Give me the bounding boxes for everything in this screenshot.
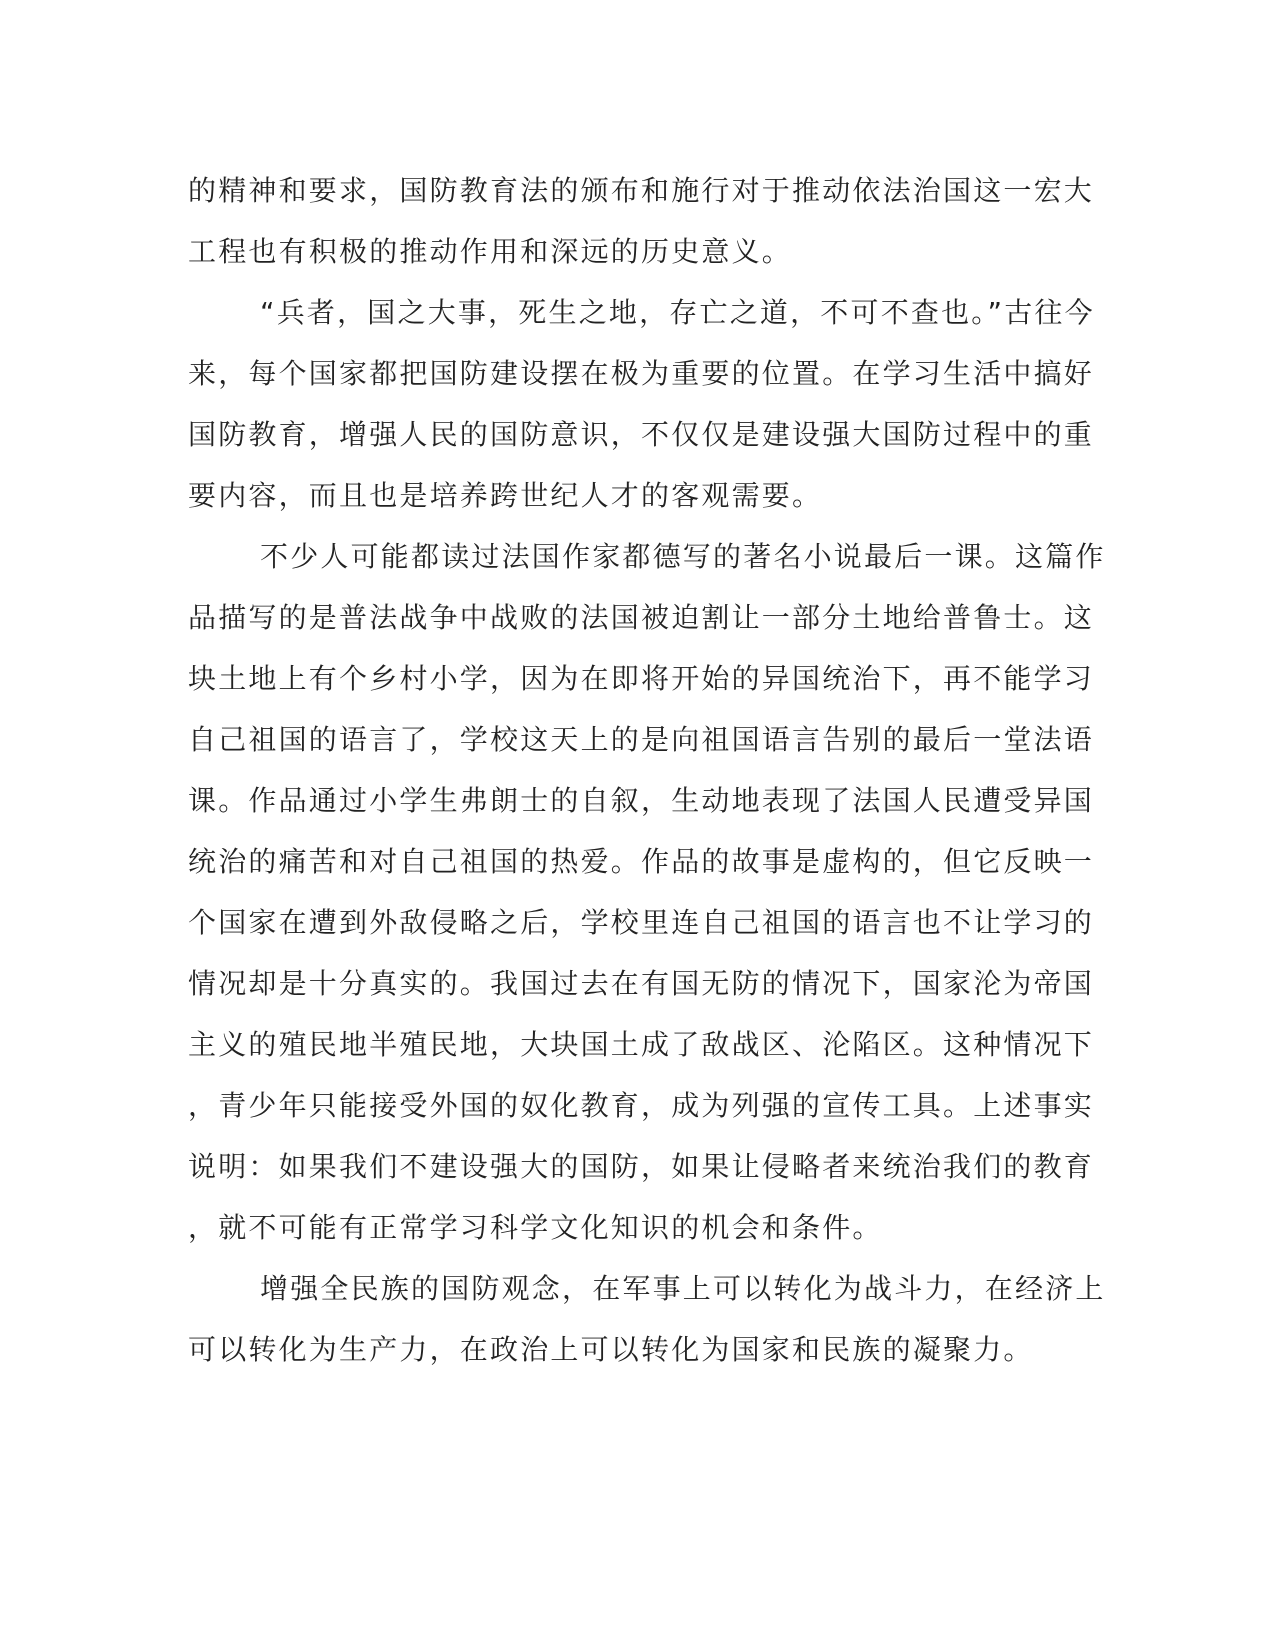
text-line-19: 增强全民族的国防观念，在军事上可以转化为战斗力，在经济上	[260, 1272, 1106, 1305]
text-line-3: “兵者，国之大事，死生之地，存亡之道，不可不查也。”古往今	[260, 296, 1095, 329]
text-line-18: ，就不可能有正常学习科学文化知识的机会和条件。	[188, 1211, 883, 1244]
text-line-9: 块土地上有个乡村小学，因为在即将开始的异国统治下，再不能学习	[188, 662, 1095, 695]
text-line-12: 统治的痛苦和对自己祖国的热爱。作品的故事是虚构的，但它反映一	[188, 845, 1095, 878]
text-line-17: 说明：如果我们不建设强大的国防，如果让侵略者来统治我们的教育	[188, 1150, 1095, 1183]
text-line-7: 不少人可能都读过法国作家都德写的著名小说最后一课。这篇作	[260, 540, 1106, 573]
text-line-2: 工程也有积极的推动作用和深远的历史意义。	[188, 235, 793, 268]
text-line-5: 国防教育，增强人民的国防意识，不仅仅是建设强大国防过程中的重	[188, 418, 1095, 451]
text-line-4: 来，每个国家都把国防建设摆在极为重要的位置。在学习生活中搞好	[188, 357, 1095, 390]
text-line-15: 主义的殖民地半殖民地，大块国土成了敌战区、沦陷区。这种情况下	[188, 1028, 1095, 1061]
text-line-6: 要内容，而且也是培养跨世纪人才的客观需要。	[188, 479, 823, 512]
text-line-8: 品描写的是普法战争中战败的法国被迫割让一部分土地给普鲁士。这	[188, 601, 1095, 634]
text-line-11: 课。作品通过小学生弗朗士的自叙，生动地表现了法国人民遭受异国	[188, 784, 1095, 817]
text-line-20: 可以转化为生产力，在政治上可以转化为国家和民族的凝聚力。	[188, 1333, 1034, 1366]
text-line-13: 个国家在遭到外敌侵略之后，学校里连自己祖国的语言也不让学习的	[188, 906, 1095, 939]
text-line-16: ，青少年只能接受外国的奴化教育，成为列强的宣传工具。上述事实	[188, 1089, 1095, 1122]
text-line-1: 的精神和要求，国防教育法的颁布和施行对于推动依法治国这一宏大	[188, 174, 1095, 207]
body-text	[188, 160, 1106, 1380]
text-line-10: 自己祖国的语言了，学校这天上的是向祖国语言告别的最后一堂法语	[188, 723, 1095, 756]
text-line-14: 情况却是十分真实的。我国过去在有国无防的情况下，国家沦为帝国	[188, 967, 1095, 1000]
